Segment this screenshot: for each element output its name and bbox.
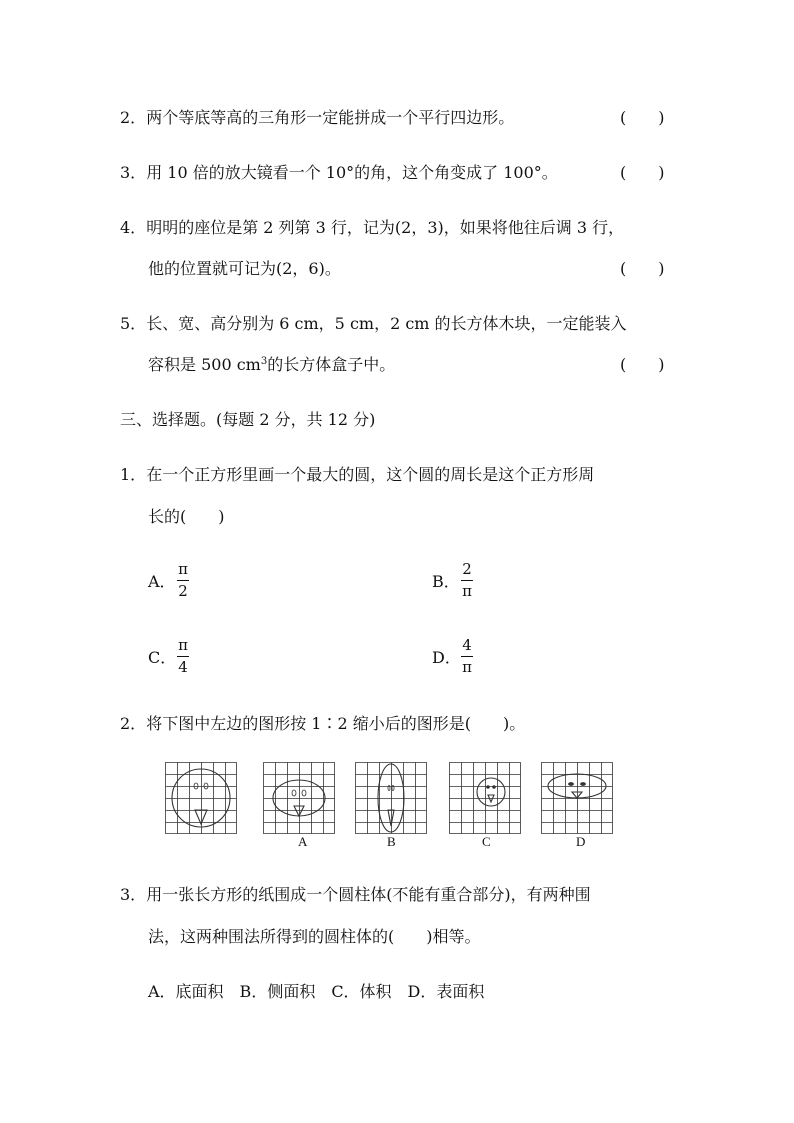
judgment-q5 [120, 314, 627, 334]
denominator: 2 [178, 582, 188, 600]
question-number: 5． [120, 314, 147, 333]
option-a-label[interactable]: A． [148, 572, 176, 591]
question-text: 用一张长方形的纸围成一个圆柱体(不能有重合部分)，有两种围 [146, 885, 591, 904]
figure-option-d[interactable] [541, 762, 613, 834]
question-number: 2． [120, 108, 147, 127]
option-c-label[interactable]: C． [148, 648, 177, 667]
figure-label-a: A [298, 834, 308, 849]
figure-label-d: D [576, 834, 586, 849]
question-text: 用 10 倍的放大镜看一个 10°的角，这个角变成了 100°。 [146, 163, 558, 182]
option-c-fraction [176, 637, 190, 676]
numerator: π [178, 636, 188, 654]
question-number: 2． [120, 714, 147, 733]
answer-paren[interactable]: ( ) [620, 355, 665, 374]
judgment-q3 [120, 163, 558, 183]
question-text: 明明的座位是第 2 列第 3 行，记为(2，3)，如果将他往后调 3 行， [146, 218, 625, 237]
denominator: π [462, 658, 472, 676]
denominator: π [462, 582, 472, 600]
figure-option-c[interactable] [449, 762, 521, 834]
question-text-line2: 他的位置就可记为(2，6)。 [148, 259, 341, 278]
question-text: 将下图中左边的图形按 1∶2 缩小后的图形是( )。 [146, 714, 526, 733]
question-number: 4． [120, 218, 147, 237]
answer-paren[interactable]: ( ) [620, 163, 665, 182]
figure-option-b[interactable] [355, 762, 427, 834]
figure-option-a[interactable] [263, 762, 335, 834]
figure-label-b: B [387, 834, 396, 849]
option-b-label[interactable]: B． [432, 572, 460, 591]
choice-q2 [120, 714, 525, 734]
superscript: 3 [260, 356, 268, 367]
figure-label-c: C [482, 834, 491, 849]
question-text: 两个等底等高的三角形一定能拼成一个平行四边形。 [146, 108, 515, 127]
option-b-fraction [460, 561, 474, 600]
choice-q1 [120, 465, 594, 485]
question-text-line2: 法，这两种围法所得到的圆柱体的( )相等。 [148, 927, 481, 946]
question-text: 在一个正方形里画一个最大的圆，这个圆的周长是这个正方形周 [146, 465, 595, 484]
numerator: 2 [462, 560, 472, 578]
denominator: 4 [178, 658, 188, 676]
text-part: 的长方体盒子中。 [267, 355, 396, 374]
answer-paren[interactable]: ( ) [620, 108, 665, 127]
question-number: 1． [120, 465, 147, 484]
answer-paren[interactable]: ( ) [620, 259, 665, 278]
section-title: 三、选择题。(每题 2 分，共 12 分) [120, 410, 376, 429]
original-figure [165, 762, 237, 834]
judgment-q2 [120, 108, 514, 128]
choice-q3 [120, 885, 591, 905]
option-d-label[interactable]: D． [432, 648, 461, 667]
option-d-fraction [460, 637, 474, 676]
options-row[interactable]: A．底面积 B．侧面积 C．体积 D．表面积 [148, 982, 485, 1001]
question-number: 3． [120, 885, 147, 904]
question-text-line2: 长的( ) [148, 507, 225, 526]
option-a-fraction [176, 561, 190, 600]
judgment-q4 [120, 218, 624, 238]
text-part: 容积是 500 cm [148, 355, 261, 374]
numerator: 4 [462, 636, 472, 654]
question-text: 长、宽、高分别为 6 cm，5 cm，2 cm 的长方体木块，一定能装入 [146, 314, 627, 333]
question-number: 3． [120, 163, 147, 182]
numerator: π [178, 560, 188, 578]
question-text-line2 [148, 355, 395, 375]
